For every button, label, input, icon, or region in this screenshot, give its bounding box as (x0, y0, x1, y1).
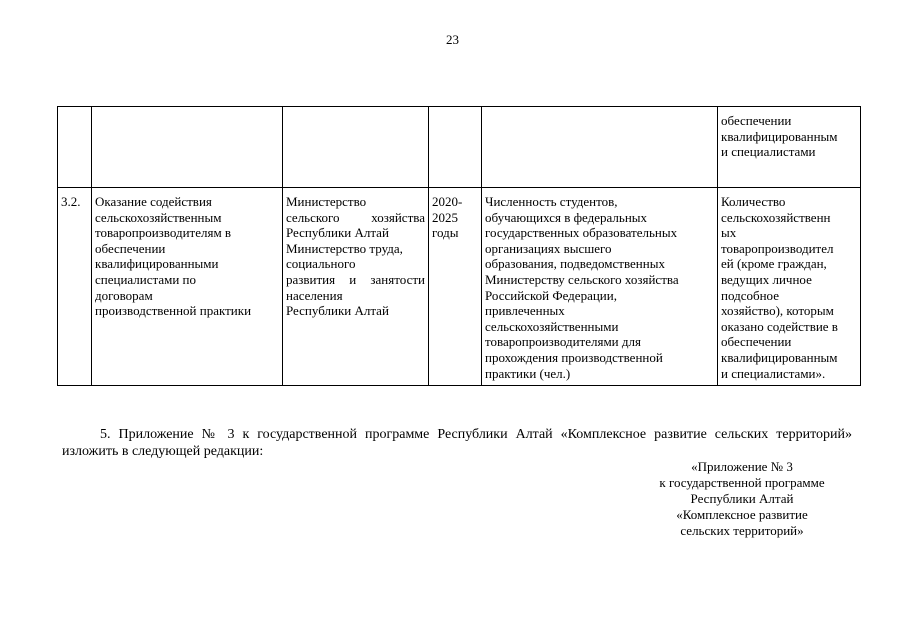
text-line: сельскохозяйственными (485, 318, 619, 334)
text-line: обучающихся в федеральных (485, 209, 648, 225)
instruction-paragraph: 5. Приложение № 3 к государственной программе Республики Алтай «Комплексное развитие сельских территорий» изложить в следующей редакции: (62, 427, 852, 459)
text-line: практики (чел.) (485, 365, 571, 381)
cell-result (718, 107, 861, 188)
text-line: Министерство труда, (286, 240, 403, 256)
text-line: организациях высшего (485, 240, 612, 256)
text-line: годы (432, 225, 459, 241)
table-row-3-2 (58, 188, 861, 386)
text-line: развития и занятости (286, 271, 425, 287)
text-line: Количество (721, 194, 786, 209)
cell-indicator (482, 188, 718, 386)
cell-executor (283, 107, 429, 188)
appendix-header (612, 459, 872, 539)
appendix-header-line: «Комплексное развитие (676, 507, 808, 522)
text-line: Министерство (286, 194, 367, 209)
text-line: Республики Алтай (286, 225, 389, 241)
text-line: товаропроизводителями для (485, 334, 641, 350)
cell-years (429, 107, 482, 188)
text-line: квалифицированным (721, 128, 838, 144)
table-row-continuation (58, 107, 861, 188)
text-line: договорам (95, 287, 153, 303)
text-line: специалистами по (95, 271, 197, 287)
cell-task (92, 188, 283, 386)
text-line: товаропроизводителям в (95, 225, 232, 241)
cell-task (92, 107, 283, 188)
page-number: 23 (446, 32, 459, 47)
text-line: обеспечении (95, 240, 166, 256)
cell-executor (283, 188, 429, 386)
appendix-header-line: Республики Алтай (690, 491, 794, 506)
text-line: сельского хозяйства (286, 209, 425, 225)
appendix-header-line: сельских территорий» (680, 523, 804, 538)
text-line: Министерству сельского хозяйства (485, 271, 679, 287)
text-line: прохождения производственной (485, 349, 663, 365)
appendix-header-line: «Приложение № 3 (691, 459, 793, 474)
program-activities-table (57, 106, 861, 386)
text-line: квалифицированным (721, 349, 838, 365)
text-line: населения (286, 287, 343, 303)
text-line: социального (286, 256, 356, 272)
text-line: Оказание содействия (95, 194, 212, 209)
cell-years (429, 188, 482, 386)
cell-num (58, 107, 92, 188)
text-line: ведущих личное (721, 271, 812, 287)
text-line: сельскохозяйственным (95, 209, 222, 225)
text-line: привлеченных (485, 303, 565, 319)
appendix-header-line: к государственной программе (659, 475, 825, 490)
text-line: обеспечении (721, 334, 792, 350)
cell-indicator (482, 107, 718, 188)
text-line: и специалистами (721, 144, 816, 160)
cell-result (718, 188, 861, 386)
text-line: образования, подведомственных (485, 256, 665, 272)
text-line: ых (721, 225, 737, 241)
text-line: 2020- (432, 194, 463, 209)
text-line: Республики Алтай (286, 303, 389, 319)
text-line: производственной практики (95, 303, 252, 319)
text-line: ей (кроме граждан, (721, 256, 827, 272)
text-line: оказано содействие в (721, 318, 838, 334)
text-line: Российской Федерации, (485, 287, 617, 303)
cell-num: 3.2. (58, 188, 92, 386)
text-line: товаропроизводител (721, 240, 834, 256)
text-line: обеспечении (721, 113, 792, 128)
text-line: подсобное (721, 287, 779, 303)
text-line: хозяйство), которым (721, 303, 834, 319)
text-line: Численность студентов, (485, 194, 618, 209)
text-line: квалифицированными (95, 256, 219, 272)
text-line: государственных образовательных (485, 225, 678, 241)
text-line: и специалистами». (721, 365, 826, 381)
text-line: сельскохозяйственн (721, 209, 831, 225)
text-line: 2025 (432, 209, 458, 225)
